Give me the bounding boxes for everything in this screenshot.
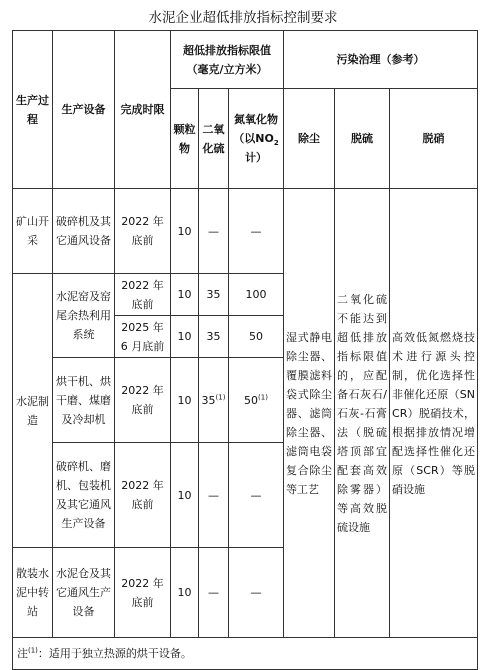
table-note: 注$^{(1)}$：适用于独立热源的烘干设备。	[13, 638, 478, 670]
deadline-cell: 2022 年底前	[115, 443, 171, 548]
denitr-treatment-cell: 高效低氮燃烧技术进行源头控制，优化选择性非催化还原（SNCR）脱硝技术，根据排放情况增配选择性催化还原（SCR）等脱硝设施	[390, 189, 478, 638]
equipment-cell: 破碎机及其它通风设备	[53, 189, 115, 274]
nox-cell: 50	[229, 316, 284, 358]
so2-cell: —	[199, 548, 229, 638]
equipment-cell: 烘干机、烘干磨、煤磨及冷却机	[53, 358, 115, 443]
header-process: 生产过程	[13, 31, 53, 189]
header-denitr: 脱硝	[390, 89, 478, 189]
desulf-treatment-cell: 二氧化硫不能达到超低排放指标限值的，应配备石灰石/石灰-石膏法（脱硫塔顶部宜配套高效除雾器）等高效脱硫设施	[335, 189, 390, 638]
header-equipment: 生产设备	[53, 31, 115, 189]
nox-cell: 50$^{(1)}$	[229, 358, 284, 443]
pm-cell: 10	[171, 358, 199, 443]
deadline-cell: 2022 年底前	[115, 548, 171, 638]
header-desulf: 脱硫	[335, 89, 390, 189]
nox-cell: —	[229, 189, 284, 274]
header-limits: 超低排放指标限值（毫克/立方米）	[171, 31, 284, 89]
deadline-cell: 2025 年 6 月底前	[115, 316, 171, 358]
emission-table-wrapper	[12, 30, 478, 670]
header-row-1	[13, 31, 478, 89]
so2-cell: —	[199, 189, 229, 274]
header-nox: 氮氧化物（以$NO_2$计）	[229, 89, 284, 189]
pm-cell: 10	[171, 443, 199, 548]
pm-cell: 10	[171, 548, 199, 638]
table-row	[13, 189, 478, 274]
nox-cell: —	[229, 548, 284, 638]
process-cell: 水泥制造	[13, 274, 53, 548]
process-cell: 散装水泥中转站	[13, 548, 53, 638]
header-dust: 除尘	[284, 89, 335, 189]
header-deadline: 完成时限	[115, 31, 171, 189]
so2-cell: —	[199, 443, 229, 548]
nox-cell: 100	[229, 274, 284, 316]
dust-treatment-cell: 湿式静电除尘器、覆膜滤料袋式除尘器、滤筒除尘器、滤筒电袋复合除尘等工艺	[284, 189, 335, 638]
deadline-cell: 2022 年底前	[115, 274, 171, 316]
so2-cell: 35	[199, 316, 229, 358]
deadline-cell: 2022 年底前	[115, 189, 171, 274]
pm-cell: 10	[171, 316, 199, 358]
equipment-cell: 破碎机、磨机、包装机及其它通风生产设备	[53, 443, 115, 548]
emission-limits-table	[12, 30, 478, 670]
equipment-cell: 水泥窑及窑尾余热利用系统	[53, 274, 115, 358]
deadline-cell: 2022 年底前	[115, 358, 171, 443]
so2-cell: 35$^{(1)}$	[199, 358, 229, 443]
equipment-cell: 水泥仓及其它通风生产设备	[53, 548, 115, 638]
header-treatment: 污染治理（参考）	[284, 31, 478, 89]
document-title: 水泥企业超低排放指标控制要求	[148, 10, 338, 26]
nox-cell: —	[229, 443, 284, 548]
pm-cell: 10	[171, 189, 199, 274]
header-pm: 颗粒物	[171, 89, 199, 189]
pm-cell: 10	[171, 274, 199, 316]
so2-cell: 35	[199, 274, 229, 316]
process-cell: 矿山开采	[13, 189, 53, 274]
note-row	[13, 638, 478, 670]
header-so2: 二氧化硫	[199, 89, 229, 189]
